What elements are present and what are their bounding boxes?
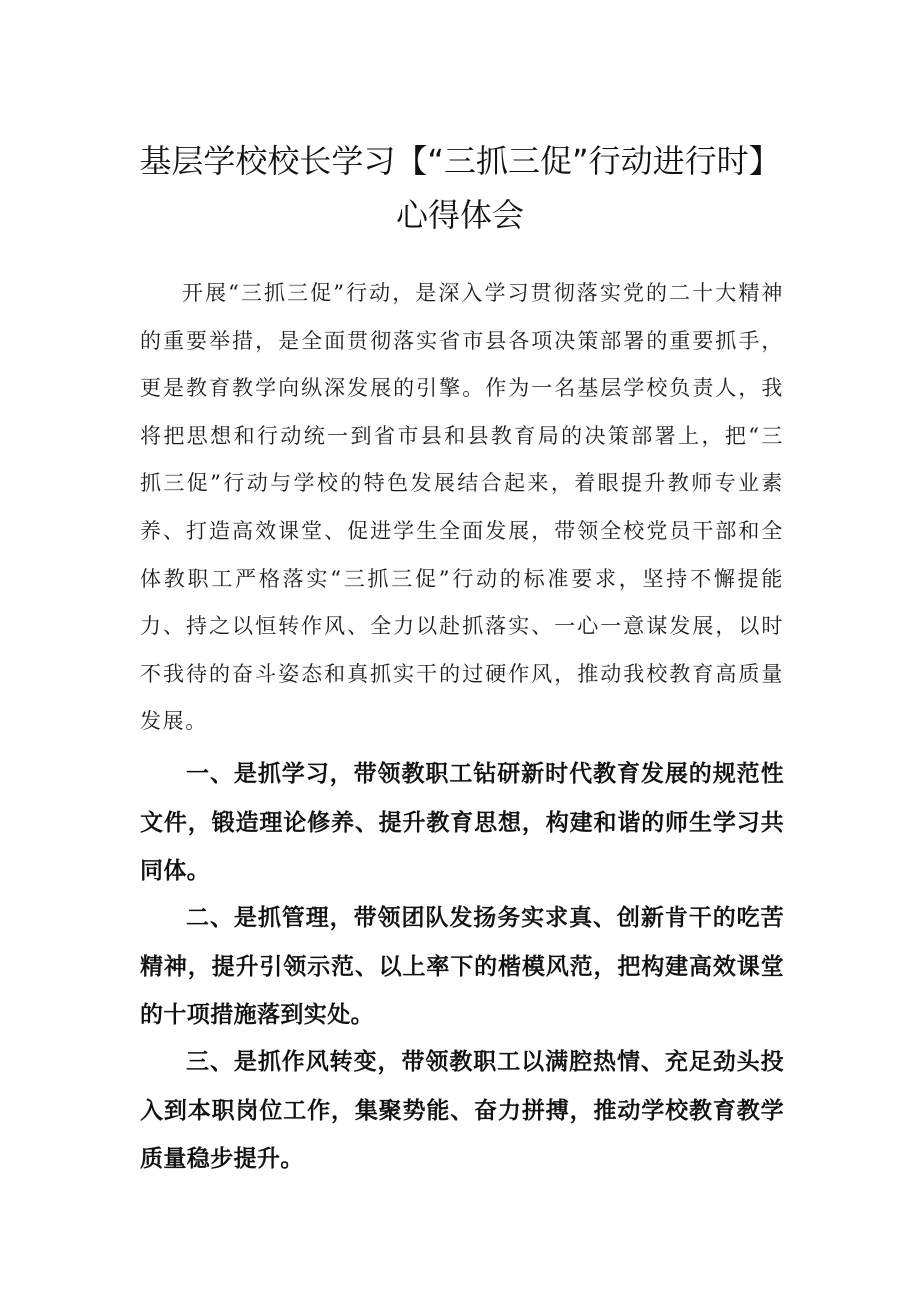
point-paragraph-2: 二、是抓管理，带领团队发扬务实求真、创新肯干的吃苦精神，提升引领示范、以上率下的楷模风范，把构建高效课堂的十项措施落到实处。: [140, 905, 784, 1028]
intro-paragraph: 开展“三抓三促”行动，是深入学习贯彻落实党的二十大精神的重要举措，是全面贯彻落实省市县各项决策部署的重要抓手，更是教育教学向纵深发展的引擎。作为一名基层学校负责人，我将把思想和行动统一到省市县和县教育局的决策部署上，把“三抓三促”行动与学校的特色发展结合起来，着眼提升教师专业素养、打造高效课堂、促进学生全面发展，带领全校党员干部和全体教职工严格落实“三抓三促”行动的标准要求，坚持不懈提能力、持之以恒转作风、全力以赴抓落实、一心一意谋发展，以时不我待的奋斗姿态和真抓实干的过硬作风，推动我校教育高质量发展。: [140, 281, 784, 734]
point-paragraph-1: 一、是抓学习，带领教职工钻研新时代教育发展的规范性文件，锻造理论修养、提升教育思想，构建和谐的师生学习共同体。: [140, 761, 784, 884]
document-title-line-2: 心得体会: [395, 196, 524, 234]
document-title-line-1: 基层学校校长学习【“三抓三促”行动进行时】: [139, 142, 781, 180]
point-paragraph-3: 三、是抓作风转变，带领教职工以满腔热情、充足劲头投入到本职岗位工作，集聚势能、奋力拼搏，推动学校教育教学质量稳步提升。: [140, 1049, 784, 1172]
